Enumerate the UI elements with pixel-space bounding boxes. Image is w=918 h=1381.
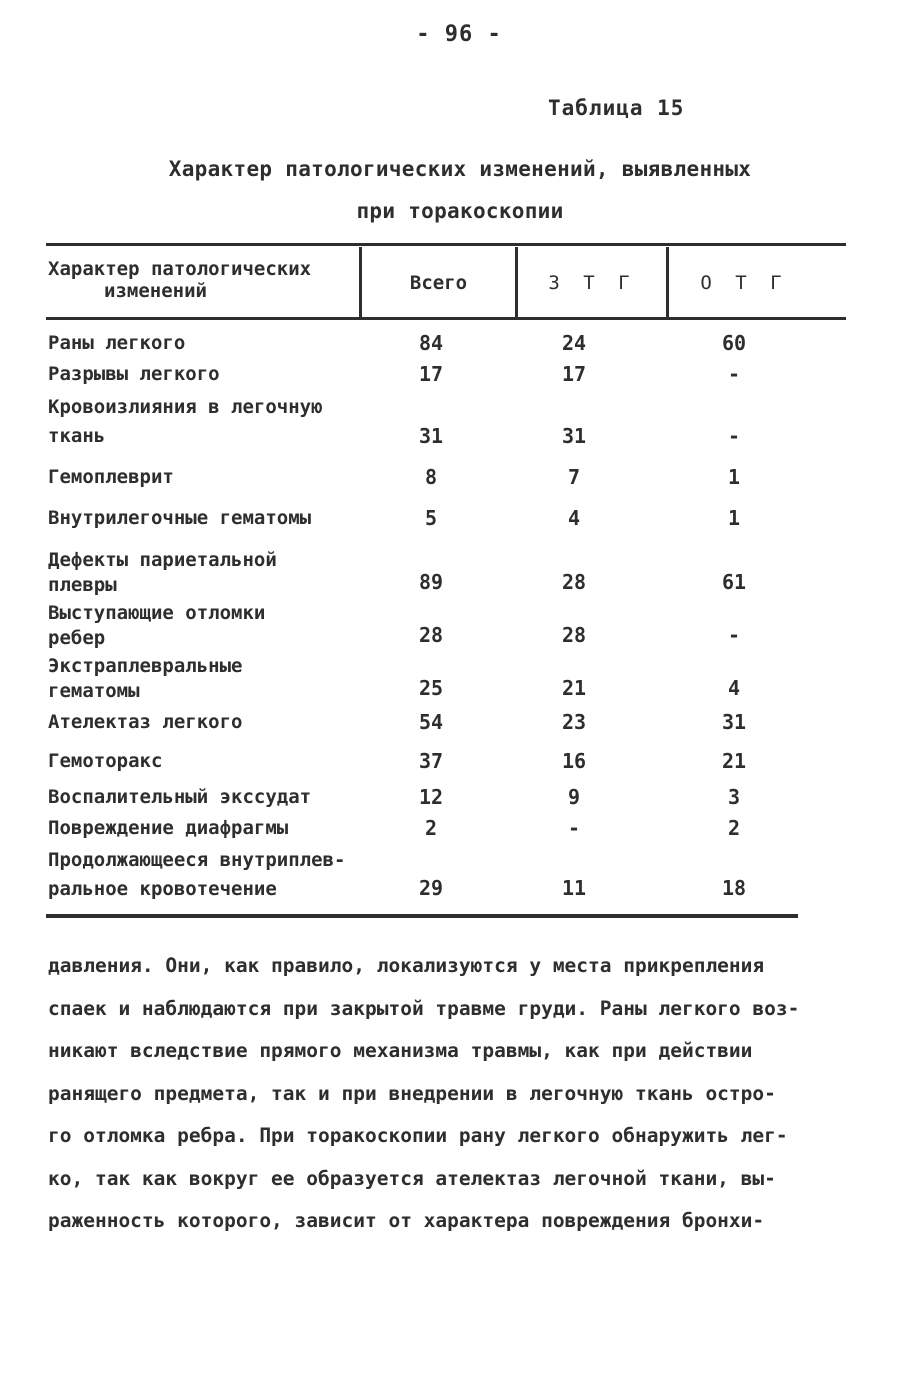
row-otg: 4 (727, 676, 741, 700)
row-total: 2 (424, 816, 438, 840)
row-label: Внутрилегочные гематомы (48, 507, 312, 529)
row-otg: - (727, 623, 741, 647)
table-bottom-rule (46, 914, 798, 918)
body-line: давления. Они, как правило, локализуются у места прикрепления (48, 954, 765, 977)
row-otg: 18 (721, 876, 747, 900)
row-label: Продолжающееся внутриплев- ральное кровотечение (48, 849, 346, 900)
row-total: 5 (424, 506, 438, 530)
row-otg: 60 (721, 331, 747, 355)
body-line: ранящего предмета, так и при внедрении в легочную ткань остро- (48, 1081, 776, 1105)
table-label: Таблица 15 (548, 96, 685, 120)
body-paragraph (48, 945, 868, 1243)
row-otg: - (727, 424, 741, 448)
row-label: Выступающие отломки ребер (48, 602, 266, 649)
row-ztg: 28 (561, 570, 587, 594)
row-ztg: 23 (561, 710, 587, 734)
row-label: Разрывы легкого (48, 363, 220, 385)
row-total: 31 (418, 424, 444, 448)
row-ztg: 16 (561, 749, 587, 773)
body-line: ко, так как вокруг ее образуется ателектаз легочной ткани, вы- (48, 1166, 776, 1190)
row-label: Дефекты париетальной плевры (48, 549, 277, 596)
row-otg: 61 (721, 570, 747, 594)
row-otg: 3 (727, 785, 741, 809)
row-total: 25 (418, 676, 444, 700)
row-total: 89 (418, 570, 444, 594)
body-line: никают вследствие прямого механизма травмы, как при действии (48, 1039, 753, 1062)
row-otg: 1 (727, 506, 741, 530)
row-otg: 31 (721, 710, 747, 734)
table-top-rule (46, 243, 846, 246)
table-caption (60, 148, 860, 232)
body-line: спаек и наблюдаются при закрытой травме груди. Раны легкого воз- (48, 996, 800, 1020)
header-otg: О Т Г (700, 272, 788, 294)
row-total: 84 (418, 331, 444, 355)
row-label: Ателектаз легкого (48, 711, 243, 733)
caption-line-2: при торакоскопии (356, 199, 564, 223)
row-total: 37 (418, 749, 444, 773)
row-total: 29 (418, 876, 444, 900)
row-ztg: 9 (567, 785, 581, 809)
row-total: 17 (418, 362, 444, 386)
row-label: Экстраплевральные гематомы (48, 655, 243, 702)
row-ztg: 31 (561, 424, 587, 448)
row-total: 12 (418, 785, 444, 809)
body-line: го отломка ребра. При торакоскопии рану легкого обнаружить лег- (48, 1124, 788, 1147)
row-total: 54 (418, 710, 444, 734)
row-otg: 21 (721, 749, 747, 773)
row-total: 8 (424, 465, 438, 489)
row-label: Гемоплеврит (48, 466, 174, 488)
body-line: раженность которого, зависит от характера повреждения бронхи- (48, 1209, 765, 1232)
row-ztg: 17 (561, 362, 587, 386)
row-label: Кровоизлияния в легочную ткань (48, 396, 323, 447)
row-ztg: 7 (567, 465, 581, 489)
row-ztg: 24 (561, 331, 587, 355)
row-otg: 2 (727, 816, 741, 840)
row-label: Повреждение диафрагмы (48, 817, 289, 839)
row-label: Воспалительный экссудат (48, 786, 312, 808)
header-characteristic (48, 258, 358, 302)
row-label: Гемоторакс (48, 750, 163, 772)
row-ztg: 11 (561, 876, 587, 900)
row-ztg: 28 (561, 623, 587, 647)
row-ztg: 4 (567, 506, 581, 530)
header-characteristic-line-1: Характер патологических (48, 258, 312, 280)
caption-line-1: Характер патологических изменений, выявленных (168, 157, 752, 181)
row-otg: 1 (727, 465, 741, 489)
page-number: - 96 - (416, 22, 502, 47)
header-characteristic-line-2: изменений (104, 280, 207, 302)
header-ztg: З Т Г (548, 272, 636, 294)
row-otg: - (727, 362, 741, 386)
row-ztg: - (567, 816, 581, 840)
header-total: Всего (409, 272, 468, 294)
table-header-rule (46, 317, 846, 320)
row-label: Раны легкого (48, 332, 186, 354)
row-ztg: 21 (561, 676, 587, 700)
row-total: 28 (418, 623, 444, 647)
